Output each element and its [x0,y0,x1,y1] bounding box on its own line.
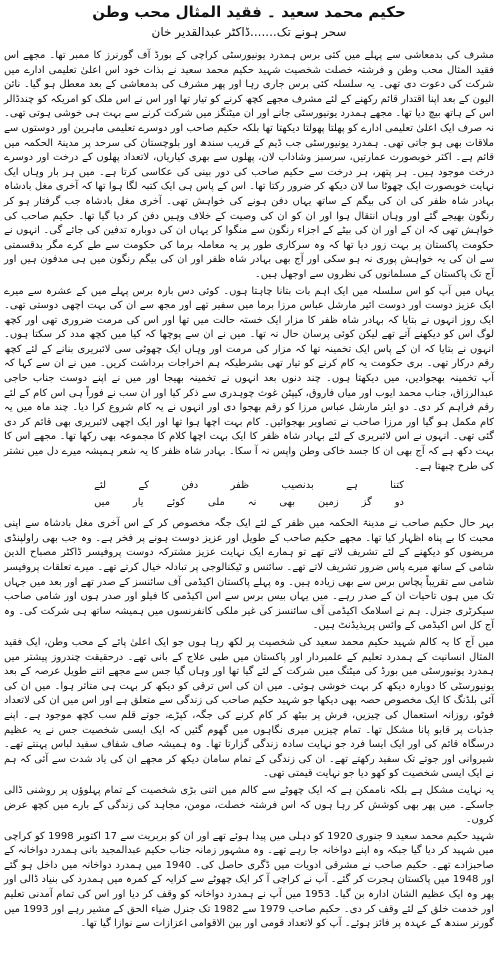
paragraph: یہاں میں آپ کو اس سلسلہ میں ایک اہم بات بتانا چاہتا ہوں۔ کوئی دس بارہ برس پہلے میں کے عشرہ سے میرے ایک عزیز دوست اور دوست ائیر مارشل عباس مرزا برما میں سفیر تھے اور مجھ سے ان کی بہت اچھی دوستی تھی۔ ایک روز انہوں نے بتایا کہ بہادر شاہ ظفر کا مزار ایک خستہ حالت میں تھا اور اس کی مرمت ضروری تھی اور کچھ لوگ اس کو دیکھنے آتے تھے لیکن کوئی پرسان حال نہ تھا۔ میں نے ان سے پوچھا کہ کیا میں کچھ مدد کر سکتا ہوں۔ انہوں نے بتایا کہ ان کے پاس ایک تخمینہ تھا کہ مزار کی مرمت اور وہاں ایک چھوٹی سی لائبریری بنانے کے لئے کچھ رقم درکار تھی۔ بری حکومت یہ کام کرنے کو تیار تھی بشرطیکہ ہم اخراجات برداشت کریں۔ میں نے ان سے کہا کہ آپ تخمینہ بھجوادیں، میں دیکھتا ہوں۔ چند دنوں بعد انہوں نے تخمینہ بھیجا اور میں نے اپنے دوست جناب حاجی عبدالرزاق، جناب محمد ایوب اور میاں فاروق، کیپٹن غوث چوہدری سے ذکر کیا اور ان سب نے فوراً ہی اس کام کے لئے رقم فراہم کر دی۔ دو ایئر مارشل عباس مرزا کو رقم بھجوا دی اور انہوں نے یہ کام شروع کرا دیا۔ چند ماہ میں یہ کام مکمل ہو گیا اور مرزا صاحب نے تصاویر بھجوائیں۔ کام بہت اچھا ہوا تھا اور ایک اچھی لائبریری بھی قائم کر دی گئی تھی۔ انہوں نے اس لائبریری کے لئے بہادر شاہ ظفر کا ایک بہت اچھا کلام کا مجموعہ بھی رکھا تھا۔ مجھے اس کا بہت دکھ ہے کہ آج بھی ان کا جسد خاکی وطن واپس نہ آ سکا۔ بہادر شاہ ظفر کا یہ شعر ہمیشہ میرے دل میں نشتر کی طرح چبھتا ہے۔ [4,285,494,472]
poem-couplet [4,477,494,511]
article-byline: سحر ہونے تک.......ڈاکٹر عبدالقدیر خان [151,25,347,39]
poem-word: دو [394,497,404,509]
paragraph: مشرف کی بدمعاشی سے پہلے میں کئی برس ہمدرد یونیورسٹی کراچی کے بورڈ آف گورنرز کا ممبر تھا۔ مجھے اس فقید المثال محب وطن و فرشتہ خصلت شخصیت شہید حکیم محمد سعید نے بذات خود اس اعلیٰ تعلیمی ادارے میں شرکت کی دعوت دی تھی۔ یہ سلسلہ کئی برس جاری رہا اور پھر مشرف کی بدمعاشی کے بعد معطل ہو گیا۔ نائن الیون کے بعد اپنا اقتدار قائم رکھنے کے لئے مشرف مجھے کچھ کرنے کو تیار تھا اور اس نے اس ملک کو امریکہ کو چندڈالر اس کے ہاتھ بیچ دیا تھا۔ مجھے ہمدرد یونیورسٹی جانے اور ان میٹنگز میں شرکت کرنے سے بہت ہی خوشی ہوتی تھی۔ نہ صرف ایک اعلیٰ تعلیمی ادارے کو پھلتا پھولتا دیکھتا تھا بلکہ حکیم صاحب اور دوسرے تعلیمی ماہرین اور دوستوں سے ملاقات بھی ہو جاتی تھی۔ ہمدرد یونیورسٹی جب ڈیم کے قریب سندھ اور بلوچستان کی سرحد پر مدینۃ الحکمہ میں قائم ہے۔ اکثر خوبصورت عمارتیں، سرسبز وشاداب لان، پھلوں سے بھری کیاریاں، لاتعداد پھلوں کے درخت اور دوسرے درخت موجود ہیں۔ ہر پتھر، ہر درخت سے حکیم صاحب کی دور بینی کی عکاسی کرتا ہے۔ میں ہر بار وہاں ایک نہایت خوبصورت ایک چھوٹا سا لان دیکھ کر ضرور رکتا تھا۔ اس کے پاس ہی ایک کتبہ لگا ہوا تھا کہ آخری مغل بادشاہ بہادر شاہ ظفر کی ان کی بیگم کے ساتھ یہاں دفن ہونے کی خواہش تھی۔ آخری مغل بادشاہ جب گرفتار ہو کر رنگون بھیجے گئے اور وہاں انتقال ہوا اور ان کو ان کی وصیت کے خلاف وہیں دفن کر دیا گیا تھا۔ حکیم صاحب کی خواہش تھی کہ ان کے اور ان کی بیٹے کے اجزاء رنگون سے منگوا کر یہاں ان کی دوبارہ تدفین کی جائے گی۔ انہوں نے حکومت پاکستان پر بہت زور دیا تھا کہ وہ سرکاری طور پر یہ معاملہ برما کی حکومت سے طے کرے مگر بدقسمتی سے ان کی یہ خواہش پوری نہ ہو سکی اور آج بھی بہادر شاہ ظفر اور ان کی بیگم رنگون میں ہی مدفون ہیں اور آج تک پاکستان کے مسلمانوں کی نظروں سے اوجھل ہیں۔ [4,50,494,280]
poem-word: ملی [207,497,225,509]
poem-word: زمین [317,497,339,509]
poem-word: کے [138,480,149,492]
poem-word: گز [361,497,372,509]
poem-word: نہ [247,497,257,509]
poem-word: یار [132,497,144,509]
paragraph: بہر حال حکیم صاحب نے مدینۃ الحکمہ میں ظفر کے لئے ایک جگہ مخصوص کر کے اس آخری مغل بادشاہ سے اپنی محبت کا بے پناہ اظہار کیا تھا۔ مجھے حکیم صاحب کے طویل اور عزیز دوست ہونے پر فخر ہے۔ وہ جب بھی راولپنڈی مریضوں کو دیکھنے کے لئے تشریف لاتے تھے تو ہمارے ایک نہایت عزیز مشترکہ دوست پروفیسر ڈاکٹر مصباح الدین شامی کے ساتھ میرے پاس ضرور تشریف لاتے تھے۔ سائنس و ٹیکنالوجی پر تبادلہ خیال کرتے تھے۔ میرے تعلقات پروفیسر شامی سے تقریباً پچاس برس سے بھی زیادہ ہیں۔ وہ پہلے پاکستان اکیڈمی آف سائنسز کے صدر تھے اور بعد میں جہاں تک میں ہوں تاحیات ان کے صدر رہے۔ میں یہاں بیس برس سے اس اکیڈمی کا فیلو اور صدر ہوں اور شامی صاحب سیکرٹری جنرل۔ ہم نے اسلامک اکیڈمی آف سائنسز کی غیر ملکی کانفرنسوں میں ہمیشہ ساتھ ہی شرکت کی۔ وہ آج کل اس اکیڈمی کے وائس پریذیڈنٹ ہیں۔ [4,518,494,632]
poem-word: لئے [94,480,107,492]
poem-word: کتنا [390,480,404,492]
article-body [4,49,494,932]
paragraph: میں آج کا یہ کالم شہید حکیم محمد سعید کی شخصیت پر لکھ رہا ہوں جو ایک اعلیٰ پائے کے محب وطن، ایک فقید المثال انسانیت کے ہمدرد تعلیم کے علمبردار اور پاکستان میں طبی علاج کے بانی تھے۔ درحقیقت چندروز پیشتر میں ہمدرد یونیورسٹی میں بورڈ کی میٹنگ میں شرکت کے لئے گیا تھا اور وہاں گیا جس سے مجھے اتنے طویل عرصہ کے بعد یونیورسٹی کا دوبارہ دیکھ کر بہت خوشی ہوئی۔ میں ان کی اس ترقی کو دیکھ کر بہت ہی متاثر ہوا۔ میں ان کی آئی بلڈنگ کا ایک مخصوص حصہ بھی دیکھا جو شہید حکیم صاحب کی زندگی سے متعلق ہے اور اس میں ان کی لاتعداد فوٹو، روزانہ استعمال کی چیزیں، فرش پر بیٹھ کر کام کرنے کی جگہ، کپڑے، جوتے قلم سب کچھ موجود ہے۔ اپنے جذبات پر قابو پانا مشکل تھا۔ تمام چیزیں میری نگاہوں میں گھوم گئیں کہ ایک ایسی شخصیت جس نے یہ عظیم درسگاہ قائم کی اور ایک ایسا فرد جو نہایت سادہ زندگی گزارتا تھا۔ وہ ہمیشہ صاف شفاف سفید لباس پہنتے تھے۔ شیروانی اور جوتے تک سفید رکھتے تھے۔ ان کی زندگی کے تمام سامان دیکھ کر مجھے ان کی یاد شدت سے آئی کہ ہم نے ایک ایسی شخصیت کو کھو دیا جو نہایت قیمتی تھی۔ [4,636,494,780]
paragraph: شہید حکیم محمد سعید 9 جنوری 1920 کو دہلی میں پیدا ہوئے تھے اور ان کو بربریت سے 17 اکتوبر 1998 کو کراچی میں شہید کر دیا گیا جبکہ وہ اپنے دواخانہ جا رہے تھے۔ وہ مشہور زمانہ جناب حکیم عبدالمجید بانی ہمدرد دواخانہ کے صاحبزادے تھے۔ حکیم صاحب نے مشرقی ادویات میں ڈگری حاصل کی۔ 1940 میں ہمدرد دواخانہ میں داخل ہو گئے اور 1948 میں پاکستان ہجرت کر گئے۔ آپ نے کراچی آ کر ایک چھوٹے سے کرایہ کے کمرہ میں ہمدرد کی بنیاد ڈالی اور پھر وہ ایک عظیم الشان ادارہ بن گیا۔ 1953 میں آپ نے ہمدرد دواخانہ کو وقف کر دیا اور اس کی تمام آمدنی تعلیم اور خدمت خلق کے لئے وقف کر دی۔ حکیم صاحب 1979 سے 1982 تک جنرل ضیاء الحق کے مشیر رہے اور 1993 میں گورنر سندھ کے عہدہ پر فائز ہوئے۔ آپ کو لاتعداد قومی اور بین الاقوامی اعزازات سے نوازا گیا تھا۔ [4,830,494,930]
poem-word: دفن [181,480,199,492]
poem-word: بھی [279,497,296,509]
poem-word: میں [94,497,111,509]
poem-word: ظفر [230,480,250,492]
poem-word: کوئے [166,497,186,509]
poem-line-1 [94,477,404,494]
poem-word: بدنصیب [281,480,314,492]
poem-line-2 [94,494,404,511]
paragraph: یہ نہایت مشکل ہے بلکہ ناممکن ہے کہ ایک چھوٹے سے کالم میں اتنی بڑی شخصیت کے تمام پہلوؤں پر روشنی ڈالی جاسکے۔ میں پھر بھی کوشش کر رہا ہوں کہ اس فرشتہ خصلت، مومن، مجاہد کی زندگی کے بارے میں کچھ عرض کروں۔ [4,784,494,826]
poem-word: ہے [346,480,358,492]
article-title: حکیم محمد سعید ۔ فقید المثال محب وطن [92,3,406,21]
